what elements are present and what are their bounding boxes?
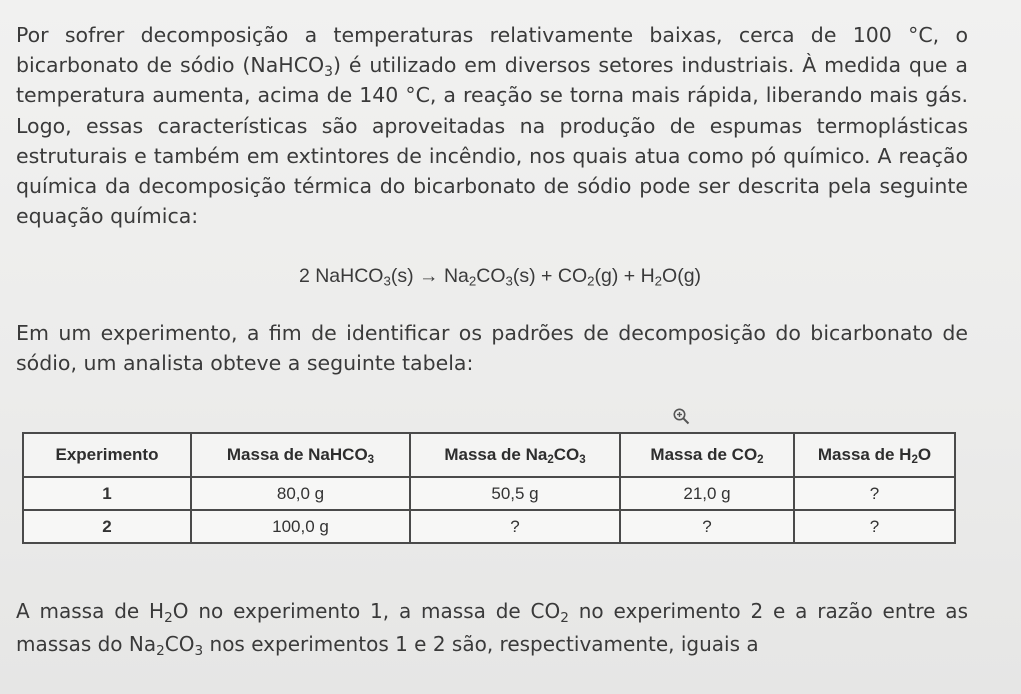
intro-paragraph: Por sofrer decomposição a temperaturas relativamente baixas, cerca de 100 °C, o bicarbonato de sódio (NaHCO$_3$) é utilizado em diversos setores industriais. À medida que a temperatura aumenta, acima de 140 °C, a reação se torna mais rápida, liberando mais gás. Logo, essas características são aproveitadas na produção de espumas termoplásticas estruturais e também em extintores de incêndio, nos quais atua como pó químico. A reação química da decomposição térmica do bicarbonato de sódio pode ser descrita pela seguinte equação química:: [16, 23, 968, 229]
question-paragraph: A massa de $H_2O$ no experimento 1, a massa de $CO_2$ no experimento 2 e a razão entre as massas do $Na_2CO_3$ nos experimentos 1 e 2 são, respectivamente, iguais a: [16, 599, 968, 659]
table-header-row: [23, 433, 955, 477]
header-massa-na2co3: Massa de $Na_2CO_3$: [410, 433, 620, 477]
zoom-in-icon[interactable]: [672, 407, 690, 425]
experiment-paragraph: Em um experimento, a fim de identificar os padrões de decomposição do bicarbonato de sódio, um analista obteve a seguinte tabela:: [16, 321, 968, 376]
cell-na2co3: ?: [410, 510, 620, 543]
cell-nahco3: 80,0 g: [191, 477, 410, 510]
decomposition-table: [22, 432, 956, 544]
header-massa-h2o: Massa de $H_2O$: [794, 433, 955, 477]
nahco3-formula: NaHCO$_3$: [250, 53, 334, 81]
cell-h2o: ?: [794, 510, 955, 543]
table-row: [23, 510, 955, 543]
cell-co2: ?: [620, 510, 794, 543]
header-massa-nahco3: Massa de NaHCO$_3$: [191, 433, 410, 477]
header-experimento: Experimento: [23, 433, 191, 477]
cell-na2co3: 50,5 g: [410, 477, 620, 510]
cell-h2o: ?: [794, 477, 955, 510]
chemical-equation: 2 NaHCO$_3$(s) → $Na_2CO_3(s) + CO_2(g) + H_2O(g)$: [298, 265, 702, 289]
cell-nahco3: 100,0 g: [191, 510, 410, 543]
cell-co2: 21,0 g: [620, 477, 794, 510]
cell-experiment: 2: [23, 510, 191, 543]
header-massa-co2: Massa de $CO_2$: [620, 433, 794, 477]
reaction-arrow: →: [413, 265, 444, 287]
cell-experiment: 1: [23, 477, 191, 510]
table-row: [23, 477, 955, 510]
